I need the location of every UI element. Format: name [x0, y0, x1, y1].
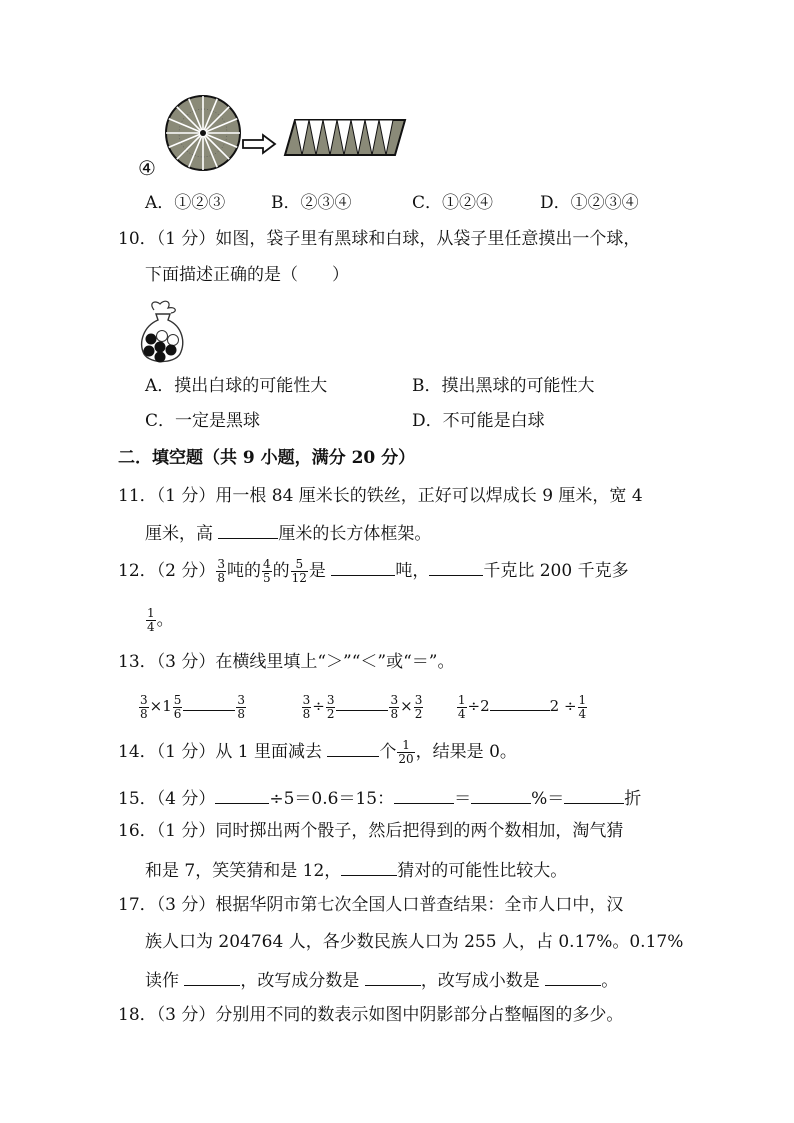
fraction: $\frac{1}{20}$ — [398, 738, 414, 766]
arrow-right-icon — [243, 135, 275, 153]
fraction: $\frac{1}{4}$ — [147, 606, 155, 634]
ball-bag-figure — [138, 298, 188, 364]
q15-blank-1[interactable] — [215, 785, 269, 804]
q14-blank[interactable] — [327, 738, 379, 757]
q10-stem-line2: 下面描述正确的是（ ） — [145, 265, 349, 285]
q16-blank[interactable] — [341, 857, 397, 876]
q12-stem-line1: 12．（2 分） $\frac{3}{8}$ 吨的 $\frac{4}{5}$ 的 $\frac{5}{12}$ 是 吨， 千克比 200 千克多 — [118, 557, 629, 585]
q11-stem-line1: 11．（1 分）用一根 84 厘米长的铁丝，正好可以焊成长 9 厘米，宽 4 — [118, 486, 643, 506]
q9-option-a[interactable]: A．①②③ — [145, 193, 226, 213]
q12-blank-1[interactable] — [331, 557, 395, 576]
fraction: $\frac{5}{12}$ — [291, 557, 307, 585]
q15-stem: 15．（4 分） ÷5＝0.6＝15： ＝ %＝ 折 — [118, 785, 641, 810]
q17-blank-1[interactable] — [184, 967, 240, 986]
q10-stem-line1: 10．（1 分）如图，袋子里有黑球和白球，从袋子里任意摸出一个球， — [118, 229, 641, 249]
q10-option-b[interactable]: B．摸出黑球的可能性大 — [412, 376, 595, 396]
fraction: $\frac{3}{8}$ — [217, 557, 225, 585]
q9-option-b[interactable]: B．②③④ — [271, 193, 352, 213]
q15-blank-2[interactable] — [394, 785, 454, 804]
q17-stem-line2: 族人口为 204764 人，各少数民族人口为 255 人，占 0.17%。0.17% — [145, 932, 684, 952]
q16-stem-line1: 16．（1 分）同时掷出两个骰子，然后把得到的两个数相加，淘气猜 — [118, 821, 624, 841]
circle-to-parallelogram-figure — [135, 95, 415, 185]
fraction: $\frac{4}{5}$ — [263, 557, 271, 585]
q9-option-c[interactable]: C．①②④ — [412, 193, 494, 213]
q11-answer-blank[interactable] — [218, 520, 278, 539]
q13-expressions: $\frac{3}{8}$ ×1 $\frac{5}{6}$ $\frac{3}{8}$ $\frac{3}{8}$ ÷ $\frac{3}{2}$ $\frac{3}{8}$ × $\frac{3}{2}$ $\frac{1}{4}$ ÷2 2 ÷ $\frac{1}{4}$ — [140, 692, 587, 721]
q17-blank-3[interactable] — [545, 967, 601, 986]
figure-label-4: ④ — [138, 156, 156, 180]
q17-stem-line3: 读作 ，改写成分数是 ，改写成小数是 。 — [145, 967, 618, 992]
q17-blank-2[interactable] — [365, 967, 421, 986]
q17-stem-line1: 17．（3 分）根据华阴市第七次全国人口普查结果：全市人口中，汉 — [118, 895, 624, 915]
q13-blank-3[interactable] — [490, 692, 550, 711]
q10-option-d[interactable]: D．不可能是白球 — [412, 411, 545, 431]
q12-blank-2[interactable] — [429, 557, 483, 576]
q10-option-a[interactable]: A．摸出白球的可能性大 — [145, 376, 328, 396]
section-title: 二．填空题（共 9 小题，满分 20 分） — [118, 448, 416, 468]
parallelogram-rearranged — [285, 120, 405, 155]
q14-stem: 14．（1 分）从 1 里面减去 个 $\frac{1}{20}$ ，结果是 0。 — [118, 738, 517, 766]
q13-stem: 13．（3 分）在横线里填上“＞”“＜”或“＝”。 — [118, 652, 455, 672]
q13-blank-2[interactable] — [336, 692, 388, 711]
q13-blank-1[interactable] — [183, 692, 235, 711]
q10-option-c[interactable]: C．一定是黑球 — [145, 411, 261, 431]
q11-stem-line2: 厘米，高 厘米的长方体框架。 — [145, 520, 431, 545]
q12-stem-line2: $\frac{1}{4}$ 。 — [147, 606, 174, 634]
q15-blank-3[interactable] — [471, 785, 531, 804]
q9-option-d[interactable]: D．①②③④ — [540, 193, 639, 213]
q15-blank-4[interactable] — [564, 785, 624, 804]
q18-stem: 18．（3 分）分别用不同的数表示如图中阴影部分占整幅图的多少。 — [118, 1005, 624, 1025]
q16-stem-line2: 和是 7，笑笑猜和是 12， 猜对的可能性比较大。 — [145, 857, 567, 882]
